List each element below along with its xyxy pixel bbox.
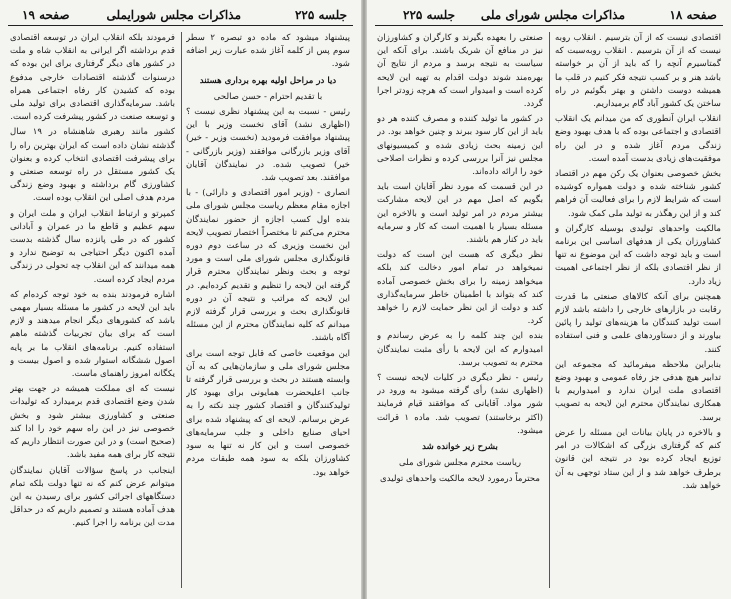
right-page-header <box>375 6 723 26</box>
left-page <box>0 0 361 599</box>
signature-line: با تقدیم احترام - حسن صالحی <box>213 91 323 102</box>
right-header-rule <box>375 25 723 26</box>
right-header-page-label: صفحه ۱۸ <box>669 8 717 22</box>
left-header-session: جلسه ۲۲۵ <box>294 8 347 22</box>
right-header-title: مذاکرات مجلس شورای ملی <box>480 8 625 22</box>
paragraph: نظر دیگری که هست این است که دولت نمیخواهد در تمام امور دخالت کند بلکه میخواهد زمینه را برای بخش خصوصی آماده کند که بتواند با اطمینان خاطر سرمایه‌گذاری کند و دولت از این نظر حمایت لازم را خواهد کرد. <box>377 250 543 327</box>
paragraph: نیست که ای مملکت همیشه در جهت بهتر شدن وضع اقتصادی قدم برمیدارد که تولیدات صنعتی و کشاورزی بیشتر شود و بخش خصوصی نیز در این راه سهم خود را ادا کند (صحیح است) و در این صورت انتظار داریم که نتیجه کار برای همه مفید باشد. <box>10 384 175 461</box>
left-header-rule <box>8 25 353 26</box>
left-header-page-label: صفحه ۱۹ <box>22 8 70 22</box>
paragraph: اینجانب در پاسخ سؤالات آقایان نمایندگان میتوانم عرض کنم که نه تنها دولت بلکه تمام دستگاههای اجرائی کشور برای رسیدن به این هدف آماده هستند و تصمیم داریم که در حداقل مدت این برنامه را اجرا کنیم. <box>10 465 175 529</box>
left-page-header <box>8 6 353 26</box>
closing-subject: محترماً درمورد لایحه مالکیت واحدهای تولیدی <box>380 473 540 484</box>
paragraph: انقلاب ایران آنطوری که من میدانم یک انقلاب اقتصادی و اجتماعی بوده که با هدف بهبود وضع زندگی مردم آغاز شده و در این راه موفقیت‌های زیادی بدست آمده است. <box>555 114 721 164</box>
left-page-left-column <box>10 32 175 588</box>
right-header-session: جلسه ۲۲۵ <box>403 8 456 22</box>
right-page <box>367 0 731 599</box>
paragraph: کشور مانند رهبری شاهنشاه در ۱۹ سال گذشته نشان داده است که ایران بهترین راه را برای پیشرفت اقتصادی انتخاب کرده و بعنوان یک کشور مستقل در راه توسعه صنعتی و کشاورزی گام برداشته و بهبود وضع زندگی مردم هدف اصلی این انقلاب بوده است. <box>10 127 175 204</box>
paragraph: این موقعیت خاصی که قابل توجه است برای مجلس شورای ملی و سازمان‌هایی که به آن وابسته هستند در بحث و بررسی قرار گرفته تا جانب اعلیحضرت همایونی برای بهبود کار تولیدکنندگان و اقتصاد کشور چند نکته را به عرض برسانم. لایحه ای که پیشنهاد شده برای احیای صنایع داخلی و جلب سرمایه‌های خصوصی است و این کار نه تنها به سود کشاورزان بلکه به سود همه طبقات مردم خواهد بود. <box>186 348 350 478</box>
paragraph: کمپرتو و ارتباط انقلاب ایران و ملت ایران و سهم عظیم و قاطع ما در عمران و آبادانی کشور که در طی پانزده سال گذشته بدست آمده اکنون دیگر احتیاجی به توضیح ندارد و همه میدانند که این انقلاب چه تحولی در زندگی مردم ایجاد کرده است. <box>10 208 175 285</box>
left-header-title: مذاکرات مجلس شورایملی <box>106 8 241 22</box>
column-divider <box>549 32 550 588</box>
paragraph: فرمودند بلکه انقلاب ایران در توسعه اقتصادی قدم برداشته اگر ایرانی به انقلاب شاه و ملت در کشور های دیگر گرفتاری برای این بوده که درسنوات گذشته اقتصادات خارجی مدفوع بوده که کشیدن کار رفاه اجتماعی همراه باشد. سرمایه‌گذاری اقتصادی برای تولید ملی و توسعه صنعت در کشور پیشرفت کرده است. <box>10 33 175 123</box>
paragraph: اقتصادی نیست که از آن بترسیم . انقلاب روبه نیست که از آن بترسیم . انقلاب روبه‌سبت که گمتاسیرم آنچه را که باید از آن بر خواسته باشد هنر و بر کسب نتیجه فکر کنیم در قلب ما همیشه دوست داشتن و بهتر بگوئیم در راه ساختن یک کشور آباد گام برمیداریم. <box>555 33 721 110</box>
paragraph: صنعتی را بعهده بگیرند و کارگران و کشاورزان نیز در منافع آن شریک باشند. برای آنکه این سیاست به نتیجه برسد و مردم از نتایج آن بهره‌مند شوند دولت اقدام به تهیه این لایحه کرده است و امیدوار است که هرچه زودتر اجرا گردد. <box>377 33 543 110</box>
paragraph: دیا در مراحل اولیه بهره برداری هستند <box>199 75 337 86</box>
paragraph: در این قسمت که مورد نظر آقایان است باید بگویم که اصل مهم در این لایحه مشارکت بیشتر مردم در امر تولید است و بالاخره این مسئله بسیار با اهمیت است که کار و سرمایه باید در کنار هم باشند. <box>377 182 543 246</box>
paragraph: انصاری - (وزیر امور اقتصادی و دارائی) - با اجازه مقام معظم ریاست مجلس شورای ملی بنده اول کسب اجازه از حضور نمایندگان محترم می‌کنم تا مختصراً اختصار تصویب لایحه این نخست وزیری که در ساعت دوم دوره قانونگذاری مجلس شورای ملی است و مورد توجه و بحث ونظر نمایندگان محترم قرار گرفته این لایحه را تنظیم و تقدیم کرده‌ایم. در این لایحه که مراتب و نتیجه آن در دوره قانونگذاری بحث و بررسی قرار گرفته لازم میدانم که کلیه نمایندگان محترم از این مسئله آگاه باشند. <box>186 188 350 344</box>
paragraph: در کشور ما تولید کننده و مصرف کننده هر دو باید از این کار سود ببرند و چنین خواهد بود. در این زمینه بحث زیادی شده و کمیسیونهای مجلس نیز آنرا بررسی کرده و نظرات اصلاحی خود را ارائه داده‌اند. <box>377 114 543 178</box>
closing-note: بشرح زیر خوانده شد <box>422 442 498 453</box>
paragraph: بنده این چند کلمه را به عرض رساندم و امیدوارم که این لایحه با رأی مثبت نمایندگان محترم به تصویب برسد. <box>377 331 543 368</box>
left-page-right-column <box>186 32 350 588</box>
paragraph: پیشنهاد میشود که ماده دو تبصره ۲ سطر سوم پس از کلمه آغاز شده عبارت زیر اضافه شود. <box>186 33 350 70</box>
paragraph: مالکیت واحدهای تولیدی بوسیله کارگران و کشاورزان یکی از هدفهای اساسی این برنامه است و باید توجه داشت که این موضوع نه تنها از نظر اقتصادی بلکه از نظر اجتماعی اهمیت زیاد دارد. <box>555 223 721 287</box>
right-page-left-column <box>377 32 543 588</box>
paragraph: رئیس - نظر دیگری در کلیات لایحه نیست ؟ (اظهاری نشد) رأی گرفته میشود به ورود در شور مواد. آقایانی که موافقند قیام فرمایند (اکثر برخاستند) تصویب شد. ماده ۱ قرائت میشود. <box>377 373 543 436</box>
paragraph: رئیس - نسبت به این پیشنهاد نظری نیست ؟ (اظهاری نشد) آقای نخست وزیر با این پیشنهاد موافقت فرمودید (نخست وزیر - خیر) آقای وزیر بازرگانی موافقند (وزیر بازرگانی - خیر) تصویب شده. در نمایندگان آقایان موافقند. بعد تصویب شد. <box>186 107 350 184</box>
right-page-right-column <box>555 32 721 588</box>
closing-signature: ریاست محترم مجلس شورای ملی <box>399 458 521 469</box>
paragraph: اشاره فرمودند بنده به خود توجه کرده‌ام که باید این لایحه در کشور ما مسئله بسیار مهمی باشد که کشورهای دیگر انجام میدهند و لازم است که برای بیان تجربیات گذشته ماهم استفاده کنیم. برنامه‌های انقلاب ما بر پایه اصول ششگانه استوار شده و اصول بیست و یکگانه امروز راهنمای ماست. <box>10 289 175 380</box>
paragraph: بنابراین ملاحظه میفرمائید که مجموعه این تدابیر هیچ هدفی جز رفاه عمومی و بهبود وضع اقتصادی ملت ایران ندارد و امیدواریم با همکاری نمایندگان محترم این لایحه به تصویب برسد. <box>555 359 721 423</box>
column-divider <box>181 32 182 588</box>
paragraph: و بالاخره در پایان بیانات این مسئله را عرض کنم که گرفتاری بزرگی که اشکالات در امر توزیع ایجاد کرده بود در نتیجه این قانون برطرف خواهد شد و از این ستاد توجهی به آن خواهد شد. <box>555 427 721 491</box>
paragraph: بخش خصوصی بعنوان یک رکن مهم در اقتصاد کشور شناخته شده و دولت همواره کوشیده است که شرایط لازم را برای فعالیت آن فراهم کند و از این رهگذر به تولید ملی کمک شود. <box>555 169 721 219</box>
paragraph: همچنین برای آنکه کالاهای صنعتی ما قدرت رقابت در بازارهای خارجی را داشته باشد لازم است تولید کنندگان ما هزینه‌های تولید را پائین بیاورند و از دستاوردهای علمی و فنی استفاده کنند. <box>555 291 721 355</box>
